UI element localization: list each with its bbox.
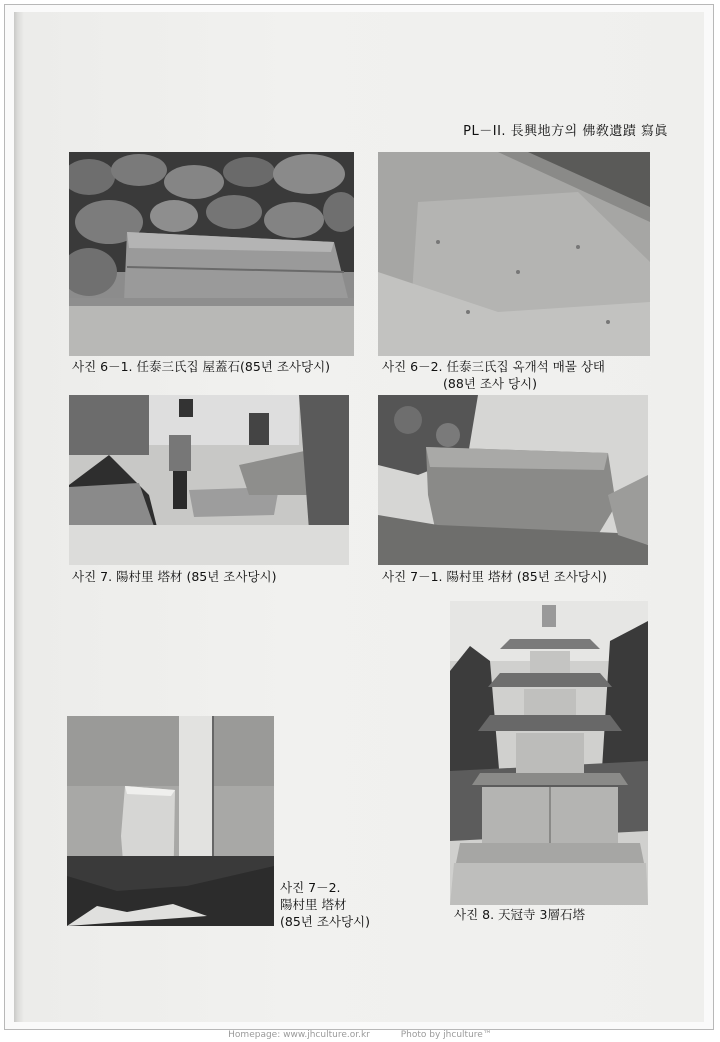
caption-photo-6-1 <box>72 358 330 375</box>
caption-photo-7 <box>72 568 276 585</box>
photo-7-2 <box>67 716 274 926</box>
caption-line: 사진 7－2. <box>280 880 341 895</box>
footer-homepage[interactable]: Homepage: www.jhculture.or.kr <box>228 1030 370 1040</box>
caption-line: (88년 조사 당시) <box>443 376 537 391</box>
caption-photo-6-2 <box>382 358 605 392</box>
caption-photo-8 <box>454 906 585 923</box>
caption-photo-7-1 <box>382 568 607 585</box>
page-header: PL－II. 長興地方의 佛敎遺蹟 寫眞 <box>463 124 668 139</box>
caption-line: 사진 7－1. 陽村里 塔材 (85년 조사당시) <box>382 569 607 584</box>
photo-7-1 <box>378 395 648 565</box>
caption-line: 사진 6－2. 任泰三氏집 옥개석 매몰 상태 <box>382 359 605 374</box>
caption-line: 陽村里 塔材 <box>280 897 347 912</box>
caption-line: 사진 6－1. 任泰三氏집 屋蓋石(85년 조사당시) <box>72 359 331 374</box>
caption-photo-7-2 <box>280 879 370 930</box>
footer <box>0 1030 720 1040</box>
photo-8 <box>450 601 648 905</box>
caption-line: (85년 조사당시) <box>280 914 371 929</box>
caption-line: 사진 7. 陽村里 塔材 (85년 조사당시) <box>72 569 277 584</box>
photo-7 <box>69 395 349 565</box>
photo-6-1 <box>69 152 354 356</box>
photo-6-2 <box>378 152 650 356</box>
caption-line: 사진 8. 天冠寺 3層石塔 <box>454 907 585 922</box>
footer-photo-credit: Photo by jhculture™ <box>400 1030 492 1040</box>
